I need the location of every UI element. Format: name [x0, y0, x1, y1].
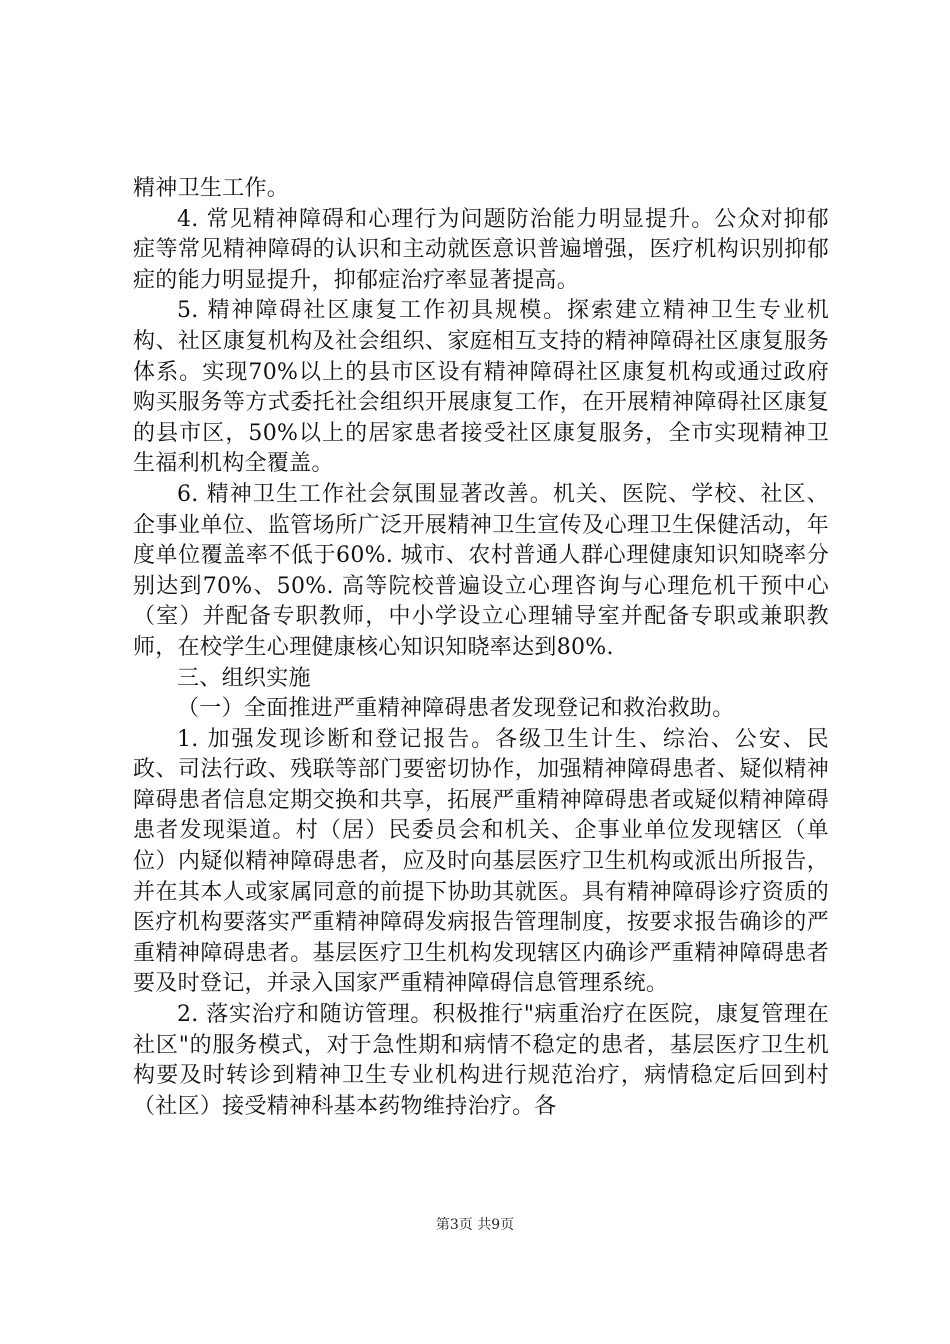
- document-body: [133, 174, 829, 1122]
- paragraph-sub-item-1: 1. 加强发现诊断和登记报告。各级卫生计生、综治、公安、民政、司法行政、残联等部门要密切协作，加强精神障碍患者、疑似精神障碍患者信息定期交换和共享，拓展严重精神障碍患者或疑似精神障碍患者发现渠道。村（居）民委员会和机关、企事业单位发现辖区（单位）内疑似精神障碍患者，应及时向基层医疗卫生机构或派出所报告，并在其本人或家属同意的前提下协助其就医。具有精神障碍诊疗资质的医疗机构要落实严重精神障碍发病报告管理制度，按要求报告确诊的严重精神障碍患者。基层医疗卫生机构发现辖区内确诊严重精神障碍患者要及时登记，并录入国家严重精神障碍信息管理系统。: [133, 726, 829, 997]
- paragraph-continuation: 精神卫生工作。: [133, 176, 290, 201]
- section-heading: 三、组织实施: [177, 665, 311, 691]
- paragraph-item-4: 4. 常见精神障碍和心理行为问题防治能力明显提升。公众对抑郁症等常见精神障碍的认识和主动就医意识普遍增强，医疗机构识别抑郁症的能力明显提升，抑郁症治疗率显著提高。: [133, 206, 829, 293]
- page-indicator: 第3页 共9页: [435, 1217, 515, 1233]
- subsection-heading: （一）全面推进严重精神障碍患者发现登记和救治救助。: [177, 696, 735, 722]
- paragraph-item-5: 5. 精神障碍社区康复工作初具规模。探索建立精神卫生专业机构、社区康复机构及社会组织、家庭相互支持的精神障碍社区康复服务体系。实现70%以上的县市区设有精神障碍社区康复机构或通过政府购买服务等方式委托社会组织开展康复工作，在开展精神障碍社区康复的县市区，50%以上的居家患者接受社区康复服务，全市实现精神卫生福利机构全覆盖。: [133, 298, 829, 477]
- paragraph-item-6: 6. 精神卫生工作社会氛围显著改善。机关、医院、学校、社区、企事业单位、监管场所广泛开展精神卫生宣传及心理卫生保健活动，年度单位覆盖率不低于60%. 城市、农村普通人群心理健康知识知晓率分别达到70%、50%. 高等院校普遍设立心理咨询与心理危机干预中心（室）并配备专职教师，中小学设立心理辅导室并配备专职或兼职教师，在校学生心理健康核心知识知晓率达到80%.: [133, 481, 829, 660]
- paragraph-sub-item-2: 2. 落实治疗和随访管理。积极推行"病重治疗在医院，康复管理在社区"的服务模式，对于急性期和病情不稳定的患者，基层医疗卫生机构要及时转诊到精神卫生专业机构进行规范治疗，病情稳定后回到村（社区）接受精神科基本药物维持治疗。各: [133, 1002, 829, 1119]
- page-footer: [0, 1216, 950, 1234]
